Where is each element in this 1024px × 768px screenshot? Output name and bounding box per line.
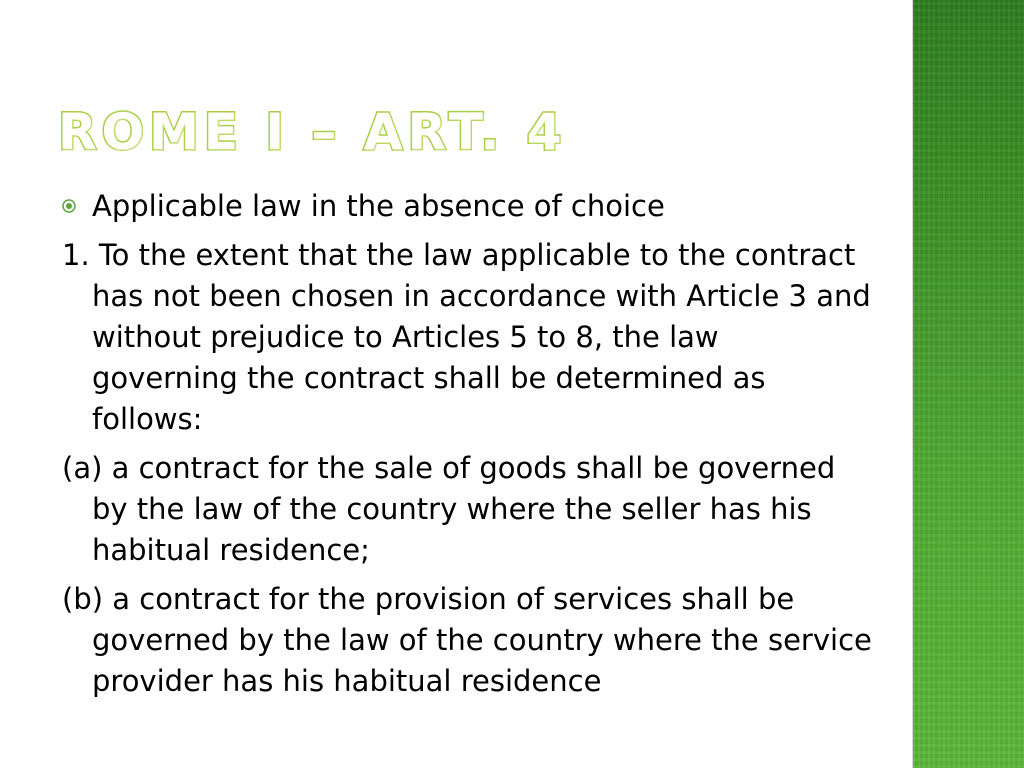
bullet-item	[62, 186, 872, 227]
circle-dot-icon	[62, 199, 76, 213]
paragraph-1: 1. To the extent that the law applicable to the contract has not been chosen in accordance with Article 3 and without prejudice to Articles 5 to 8, the law governing the contract shall be determined as follows:	[62, 238, 871, 436]
bullet-text: Applicable law in the absence of choice	[92, 189, 665, 223]
paragraph-b: (b) a contract for the provision of services shall be governed by the law of the country where the service provider has his habitual residence	[62, 582, 872, 698]
green-side-panel	[912, 0, 1024, 768]
paragraph-a: (a) a contract for the sale of goods shall be governed by the law of the country where the seller has his habitual residence;	[62, 451, 836, 567]
slide-body	[62, 186, 872, 710]
slide-title: ROME I – ART. 4	[58, 103, 567, 161]
